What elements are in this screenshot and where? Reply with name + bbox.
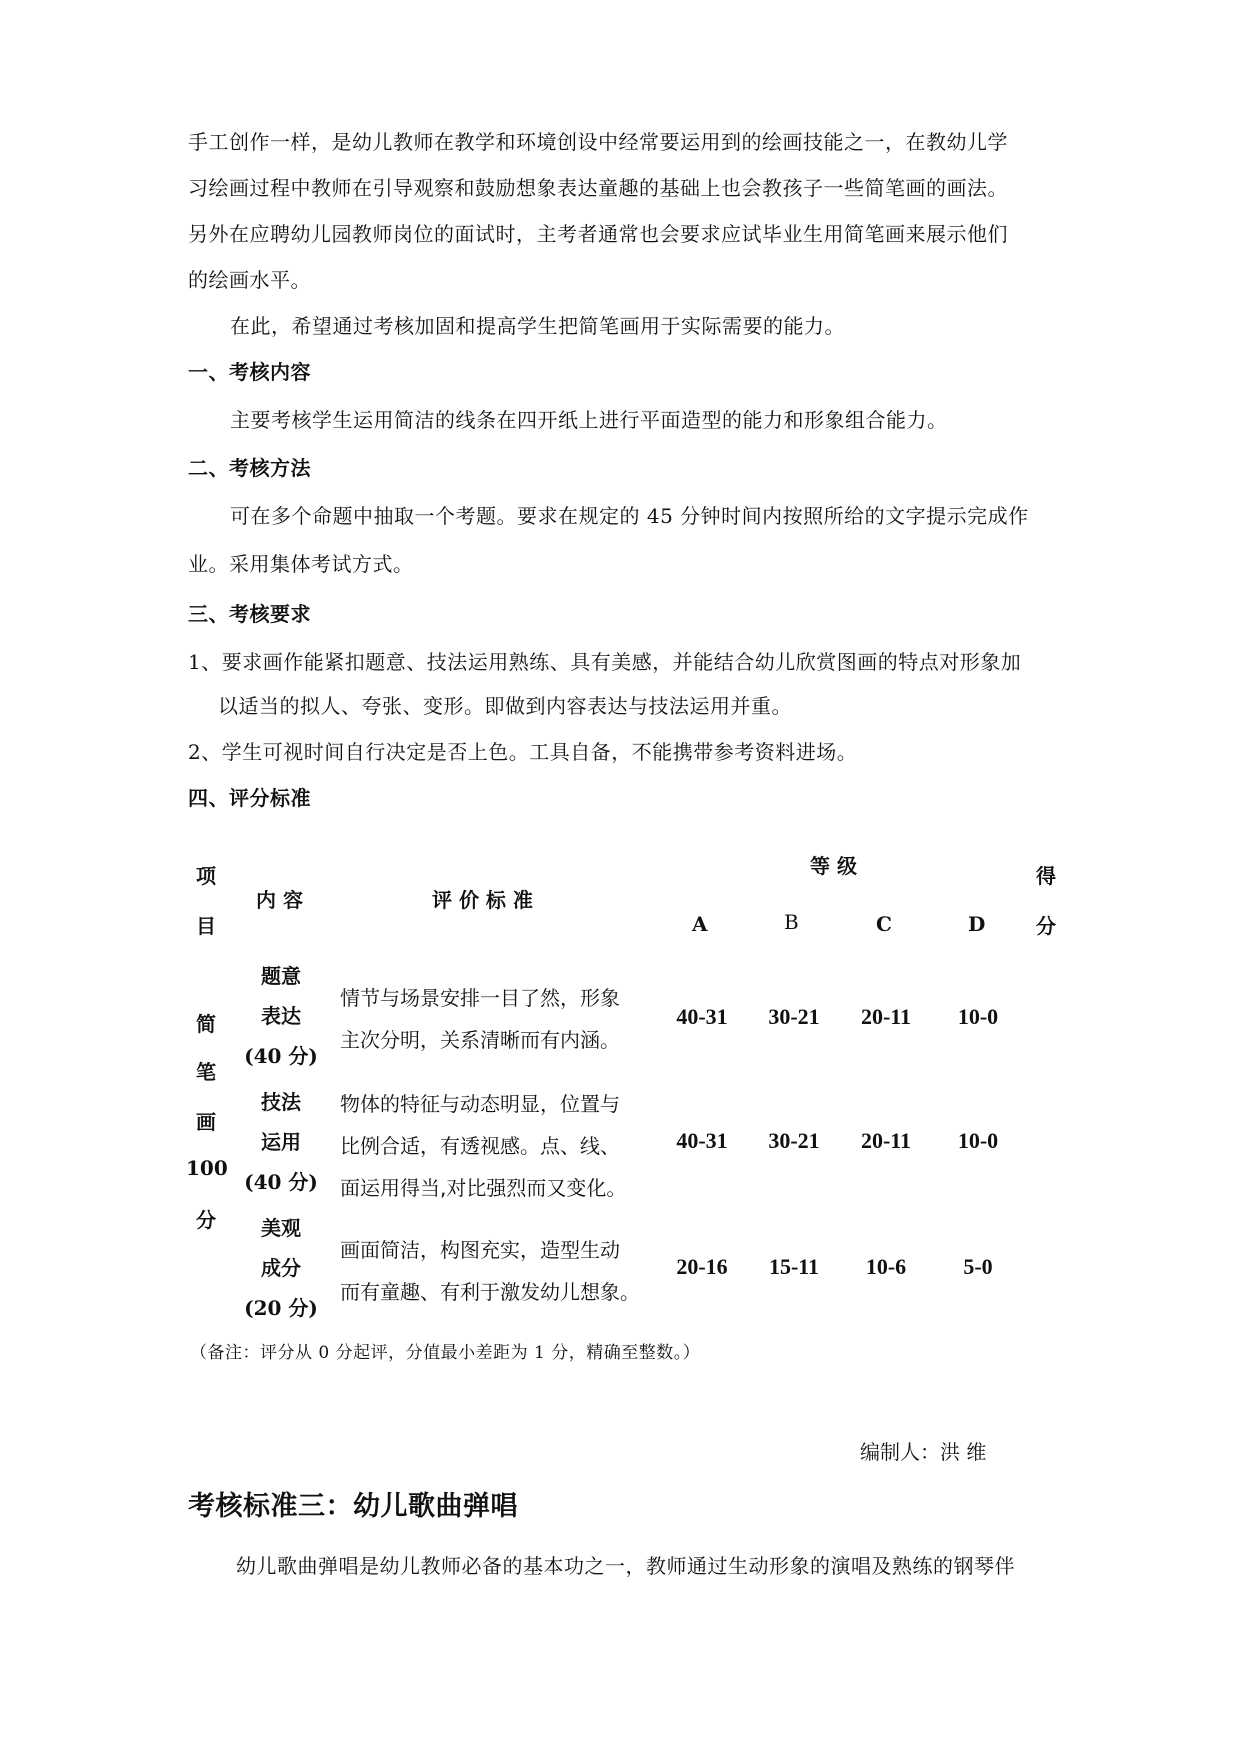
- purpose-line: 在此，希望通过考核加固和提高学生把简笔画用于实际需要的能力。: [230, 314, 845, 338]
- row2-criteria-3: 面运用得当,对比强烈而又变化。: [340, 1176, 627, 1200]
- section3-heading: 三、考核要求: [188, 602, 311, 626]
- header-grade-b: B: [784, 910, 799, 934]
- row3-grade-c: 10-6: [865, 1254, 907, 1279]
- row1-criteria-1: 情节与场景安排一目了然，形象: [340, 986, 620, 1010]
- row1-grade-a: 40-31: [676, 1004, 728, 1029]
- row2-grade-a: 40-31: [676, 1128, 728, 1153]
- project-char-4: 分: [196, 1208, 216, 1232]
- intro-line-3: 另外在应聘幼儿园教师岗位的面试时，主考者通常也会要求应试毕业生用简笔画来展示他们: [188, 222, 1008, 246]
- section1-text: 主要考核学生运用简洁的线条在四开纸上进行平面造型的能力和形象组合能力。: [230, 408, 948, 432]
- header-grade-a: A: [692, 912, 708, 936]
- header-item-2: 目: [196, 914, 216, 938]
- row1-content-3: (40 分): [244, 1044, 318, 1068]
- header-grade-d: D: [968, 912, 986, 936]
- next-section-title: 考核标准三：幼儿歌曲弹唱: [188, 1491, 518, 1522]
- row2-criteria-2: 比例合适，有透视感。点、线、: [340, 1134, 620, 1158]
- row1-grade-d: 10-0: [957, 1004, 999, 1029]
- section4-heading: 四、评分标准: [188, 786, 311, 810]
- author-credit: 编制人：洪 维: [860, 1440, 987, 1464]
- section2-heading: 二、考核方法: [188, 456, 311, 480]
- requirement-1-line-1: 1、要求画作能紧扣题意、技法运用熟练、具有美感，并能结合幼儿欣赏图画的特点对形象加: [188, 650, 1022, 674]
- table-note: （备注：评分从 0 分起评，分值最小差距为 1 分，精确至整数。）: [190, 1343, 701, 1363]
- row2-content-2: 运用: [261, 1130, 301, 1154]
- section2-line-1: 可在多个命题中抽取一个考题。要求在规定的 45 分钟时间内按照所给的文字提示完成作: [230, 504, 1029, 528]
- header-grade: 等 级: [810, 854, 857, 878]
- next-section-text: 幼儿歌曲弹唱是幼儿教师必备的基本功之一，教师通过生动形象的演唱及熟练的钢琴伴: [236, 1554, 1015, 1578]
- row3-grade-a: 20-16: [676, 1254, 728, 1279]
- row2-criteria-1: 物体的特征与动态明显，位置与: [340, 1092, 620, 1116]
- header-criteria: 评 价 标 准: [432, 888, 533, 912]
- row2-content-3: (40 分): [244, 1170, 318, 1194]
- row2-grade-b: 30-21: [768, 1128, 820, 1153]
- intro-line-1: 手工创作一样，是幼儿教师在教学和环境创设中经常要运用到的绘画技能之一，在教幼儿学: [188, 130, 1008, 154]
- header-content: 内 容: [256, 888, 303, 912]
- section1-heading: 一、考核内容: [188, 360, 311, 384]
- row3-grade-b: 15-11: [768, 1254, 820, 1279]
- project-score: 100: [186, 1156, 228, 1180]
- requirement-1-line-2: 以适当的拟人、夸张、变形。即做到内容表达与技法运用并重。: [218, 694, 792, 718]
- header-score-1: 得: [1036, 864, 1056, 888]
- row1-criteria-2: 主次分明，关系清晰而有内涵。: [340, 1028, 620, 1052]
- row1-content-1: 题意: [261, 964, 301, 988]
- row1-content-2: 表达: [261, 1004, 301, 1028]
- row3-content-2: 成分: [261, 1256, 301, 1280]
- row3-content-1: 美观: [261, 1216, 301, 1240]
- row3-criteria-1: 画面简洁，构图充实，造型生动: [340, 1238, 620, 1262]
- row2-content-1: 技法: [261, 1090, 301, 1114]
- intro-line-4: 的绘画水平。: [188, 268, 311, 292]
- row3-content-3: (20 分): [244, 1296, 318, 1320]
- project-char-3: 画: [196, 1110, 216, 1134]
- header-item-1: 项: [196, 864, 216, 888]
- requirement-2: 2、学生可视时间自行决定是否上色。工具自备，不能携带参考资料进场。: [188, 740, 858, 764]
- row3-grade-d: 5-0: [963, 1254, 993, 1279]
- project-char-1: 简: [196, 1012, 216, 1036]
- row2-grade-d: 10-0: [957, 1128, 999, 1153]
- row1-grade-b: 30-21: [768, 1004, 820, 1029]
- header-score-2: 分: [1036, 914, 1056, 938]
- intro-line-2: 习绘画过程中教师在引导观察和鼓励想象表达童趣的基础上也会教孩子一些简笔画的画法。: [188, 176, 1008, 200]
- row2-grade-c: 20-11: [860, 1128, 912, 1153]
- header-grade-c: C: [876, 912, 892, 936]
- project-char-2: 笔: [196, 1060, 216, 1084]
- row1-grade-c: 20-11: [860, 1004, 912, 1029]
- section2-line-2: 业。采用集体考试方式。: [188, 552, 414, 576]
- row3-criteria-2: 而有童趣、有利于激发幼儿想象。: [340, 1280, 640, 1304]
